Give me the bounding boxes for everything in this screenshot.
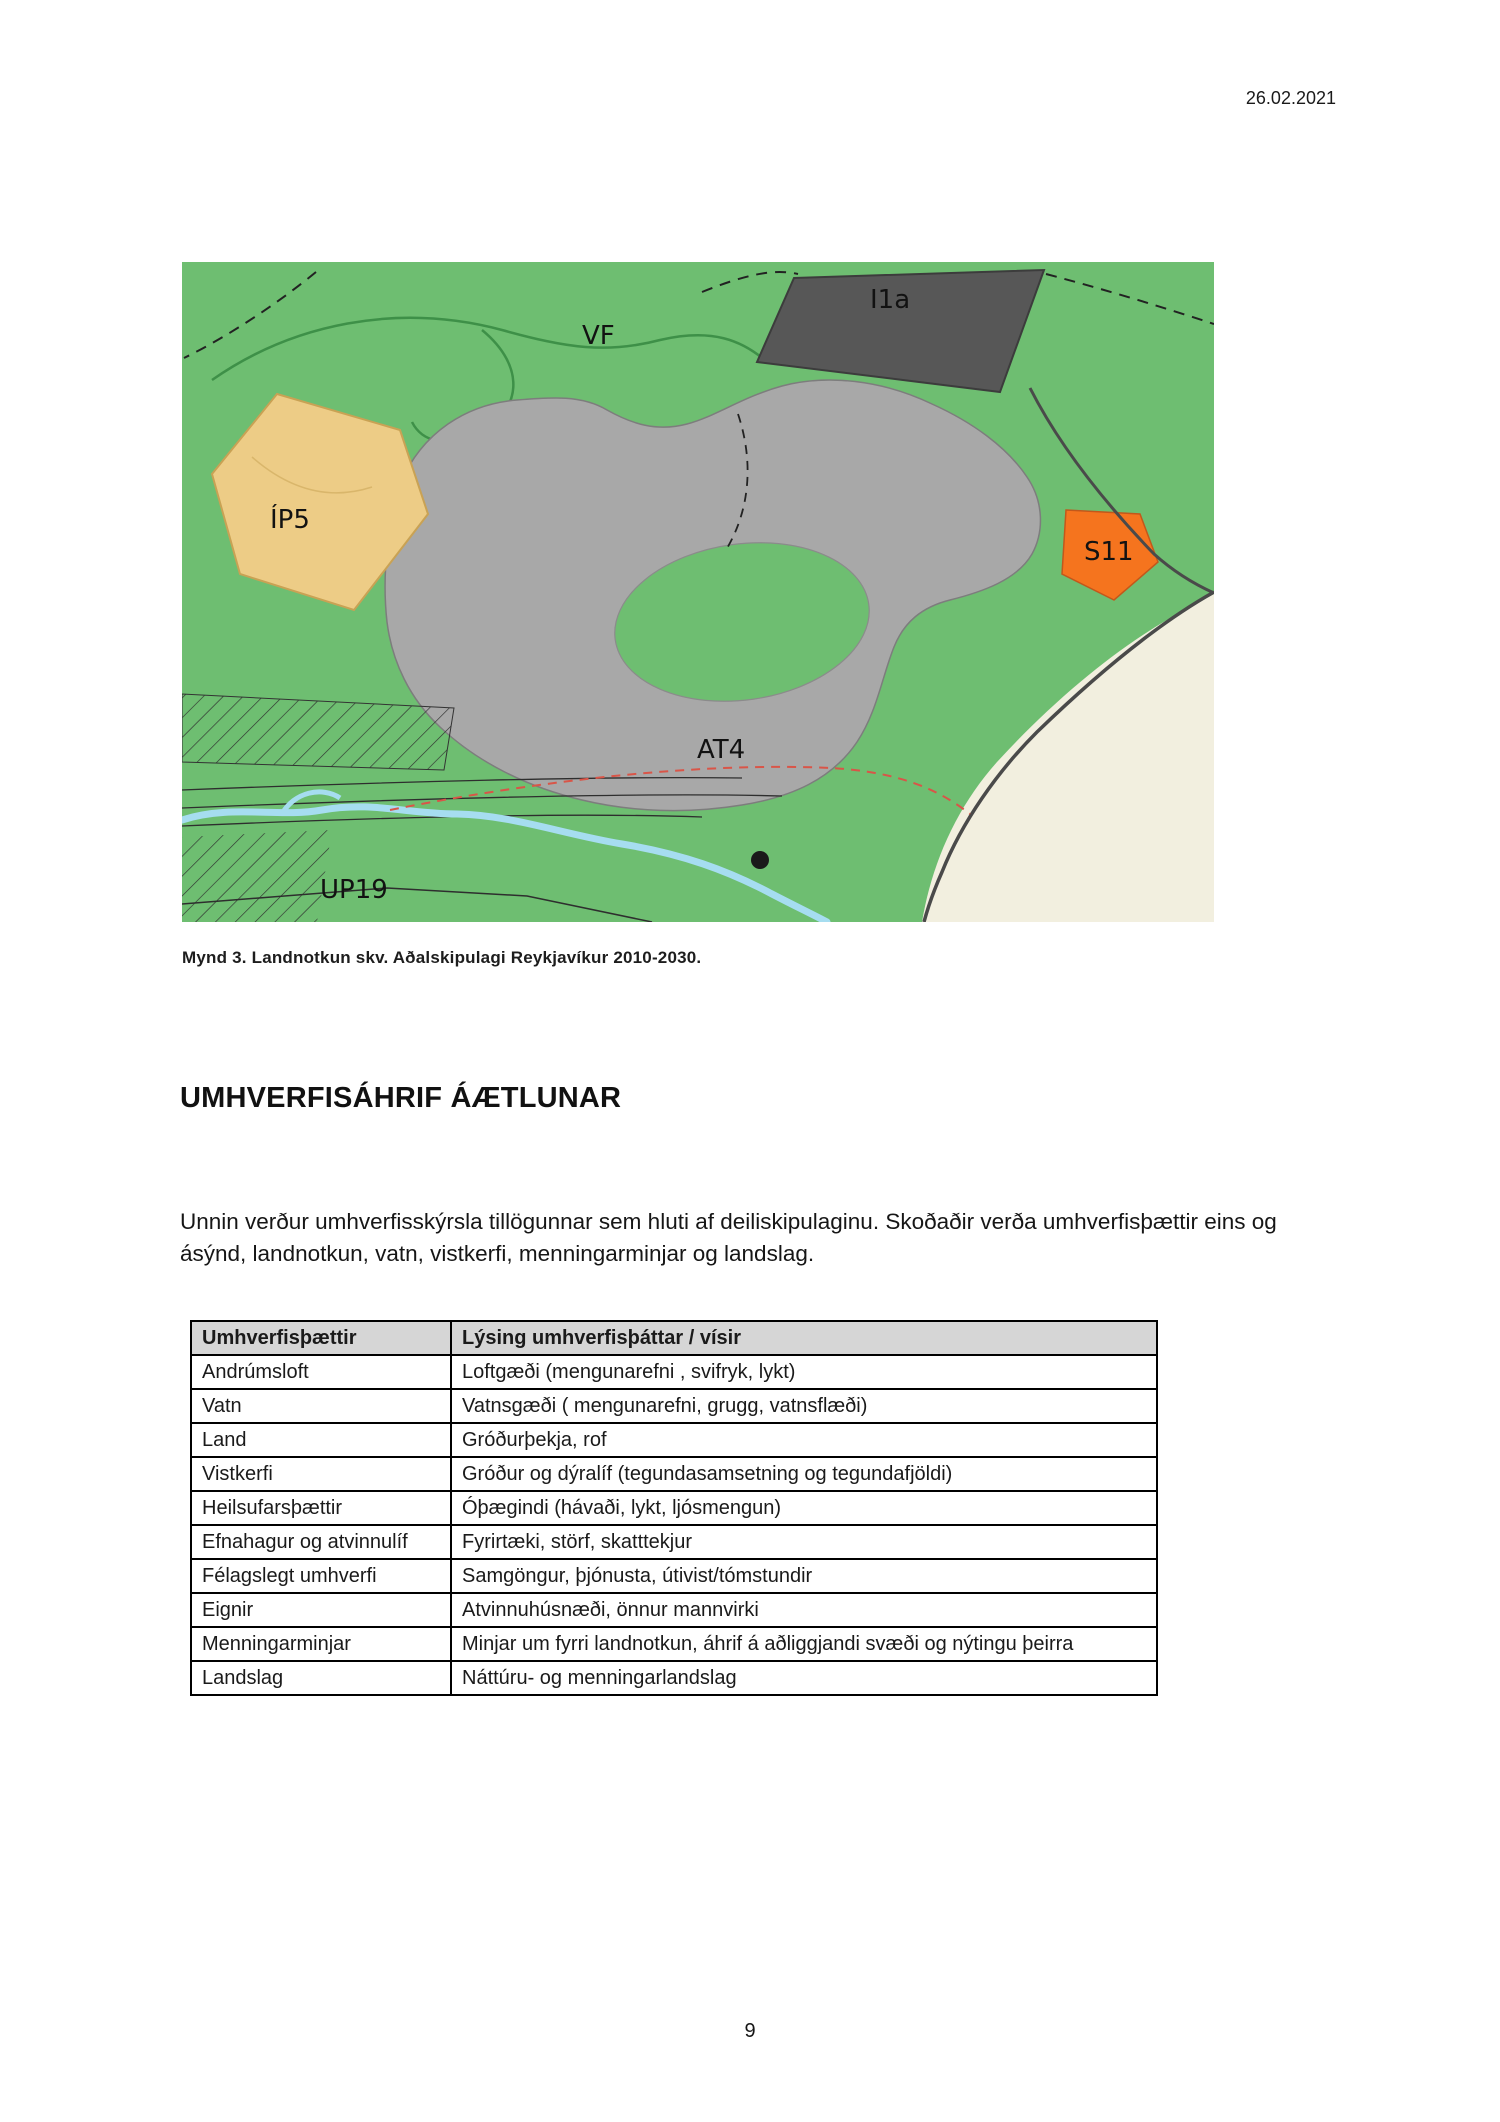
page-number: 9 bbox=[744, 2020, 756, 2042]
factor-cell: Vistkerfi bbox=[191, 1457, 451, 1491]
structure-dot bbox=[751, 851, 769, 869]
description-cell: Loftgæði (mengunarefni , svifryk, lykt) bbox=[451, 1355, 1157, 1389]
table-header-row bbox=[191, 1321, 1157, 1355]
figure-caption: Mynd 3. Landnotkun skv. Aðalskipulagi Reykjavíkur 2010-2030. bbox=[182, 948, 702, 967]
factor-cell: Andrúmsloft bbox=[191, 1355, 451, 1389]
description-cell: Fyrirtæki, störf, skatttekjur bbox=[451, 1525, 1157, 1559]
description-cell: Náttúru- og menningarlandslag bbox=[451, 1661, 1157, 1695]
factor-cell: Heilsufarsþættir bbox=[191, 1491, 451, 1525]
factor-cell: Efnahagur og atvinnulíf bbox=[191, 1525, 451, 1559]
table-row bbox=[191, 1661, 1157, 1695]
table-row bbox=[191, 1355, 1157, 1389]
section-heading: UMHVERFISÁHRIF ÁÆTLUNAR bbox=[180, 1082, 622, 1114]
table-row bbox=[191, 1491, 1157, 1525]
table-row bbox=[191, 1457, 1157, 1491]
factor-cell: Menningarminjar bbox=[191, 1627, 451, 1661]
header-factor: Umhverfisþættir bbox=[191, 1321, 451, 1355]
description-cell: Vatnsgæði ( mengunarefni, grugg, vatnsflæði) bbox=[451, 1389, 1157, 1423]
label-at4: AT4 bbox=[697, 735, 746, 765]
table-row bbox=[191, 1389, 1157, 1423]
document-date: 26.02.2021 bbox=[1245, 88, 1336, 108]
label-s11: S11 bbox=[1084, 537, 1134, 567]
factor-cell: Vatn bbox=[191, 1389, 451, 1423]
table-row bbox=[191, 1423, 1157, 1457]
label-i1a: I1a bbox=[870, 285, 911, 315]
environment-factors-table bbox=[190, 1320, 1158, 1696]
label-vf: VF bbox=[582, 321, 615, 351]
table-row bbox=[191, 1559, 1157, 1593]
description-cell: Minjar um fyrri landnotkun, áhrif á aðliggjandi svæði og nýtingu þeirra bbox=[451, 1627, 1157, 1661]
table-row bbox=[191, 1525, 1157, 1559]
header-description: Lýsing umhverfisþáttar / vísir bbox=[451, 1321, 1157, 1355]
hatched-zone-lower bbox=[182, 830, 332, 922]
description-cell: Gróðurþekja, rof bbox=[451, 1423, 1157, 1457]
label-ip5: ÍP5 bbox=[270, 505, 310, 535]
intro-paragraph: Unnin verður umhverfisskýrsla tillögunnar sem hluti af deiliskipulaginu. Skoðaðir verða umhverfisþættir eins og ásýnd, landnotkun, vatn, vistkerfi, menningarminjar og landslag. bbox=[180, 1209, 1277, 1266]
description-cell: Gróður og dýralíf (tegundasamsetning og tegundafjöldi) bbox=[451, 1457, 1157, 1491]
table-row bbox=[191, 1593, 1157, 1627]
label-up19: UP19 bbox=[320, 875, 388, 905]
land-use-map bbox=[182, 262, 1214, 922]
land-use-map-svg bbox=[182, 262, 1214, 922]
table-row bbox=[191, 1627, 1157, 1661]
factor-cell: Landslag bbox=[191, 1661, 451, 1695]
factor-cell: Land bbox=[191, 1423, 451, 1457]
factor-cell: Eignir bbox=[191, 1593, 451, 1627]
description-cell: Atvinnuhúsnæði, önnur mannvirki bbox=[451, 1593, 1157, 1627]
description-cell: Óþægindi (hávaði, lykt, ljósmengun) bbox=[451, 1491, 1157, 1525]
factor-cell: Félagslegt umhverfi bbox=[191, 1559, 451, 1593]
description-cell: Samgöngur, þjónusta, útivist/tómstundir bbox=[451, 1559, 1157, 1593]
hatched-zone-upper bbox=[182, 694, 454, 770]
